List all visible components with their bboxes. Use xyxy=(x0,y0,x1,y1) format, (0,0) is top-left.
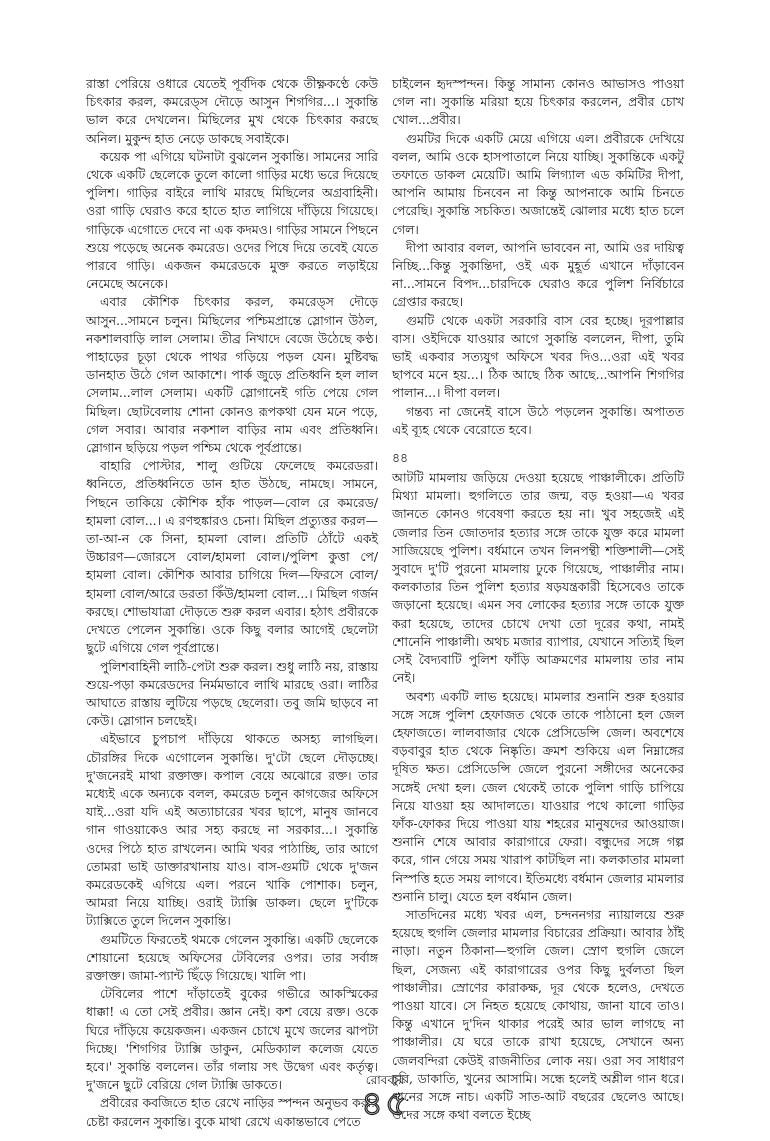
paragraph: কয়েক পা এগিয়ে ঘটনাটা বুঝলেন সুকান্তি। সামনের সারি থেকে একটি ছেলেকে তুলে কালো গাড়ির মধ্যে ভরে দিয়েছে পুলিশ। গাড়ির বাইরে লাথি মারছে মিছিলের অগ্রবাহিনী। ওরা গাড়ি ঘেরাও করে হাতে হাত লাগিয়ে দাঁড়িয়ে গিয়েছে। গাড়িকে এগোতে দেবে না এক কদমও। গাড়ির সামনে পিছনে শুয়ে পড়েছে অনেক কমরেড। ওদের পিষে দিয়ে তবেই যেতে পারবে গাড়ি। একজন কমরেডকে মুক্ত করতে লড়াইয়ে নেমেছে অনেকে। xyxy=(86,148,378,292)
page-number: ৪৫ xyxy=(360,1084,410,1124)
paragraph: এইভাবে চুপচাপ দাঁড়িয়ে থাকতে অসহ্য লাগছিল। চৌরঙ্গির দিকে এগোলেন সুকান্তি। দু'টো ছেলে দৌড়চ্ছে। দু'জনেরই মাথা রক্তাক্ত। কপাল বেয়ে অঝোরে রক্ত। তার মধ্যেই একে অন্যকে বলল, কমরেড চলুন কাগজের অফিসে যাই...ওরা যদি এই অত্যাচারের খবর ছাপে, মানুষ জানবে গান গাওয়াকেও আর সহ্য করছে না সরকার...। সুকান্তি ওদের পিঠে হাত রাখলেন। আমি খবর পাঠাচ্ছি, তার আগে তোমরা ভাই ডাক্তারখানায় যাও। বাস-গুমটি থেকে দু'জন কমরেডকেই এগিয়ে এল। পরনে খাকি পোশাক। চলুন, আমরা নিয়ে যাচ্ছি। ওরাই ট্যাক্সি ডাকল। ছেলে দু'টিকে ট্যাক্সিতে তুলে দিলেন সুকান্তি। xyxy=(86,731,378,929)
paragraph: গন্তব্য না জেনেই বাসে উঠে পড়লেন সুকান্তি। অপাতত এই ব্যূহ থেকে বেরোতে হবে। xyxy=(392,403,684,437)
paragraph: প্রবীরের কবজিতে হাত রেখে নাড়ির স্পন্দন অনুভব করার চেষ্টা করলেন সুকান্তি। বুকে মাথা রেখে একান্তভাবে পেতে xyxy=(86,1095,378,1129)
paragraph: দীপা আবার বলল, আপনি ভাববেন না, আমি ওর দায়িত্ব নিচ্ছি...কিন্তু সুকান্তিদা, ওই এক মুহূর্ত এখানে দাঁড়াবেন না...সামনে বিপদ...চারদিকে ঘেরাও করে পুলিশ নির্বিচারে গ্রেপ্তার করছে। xyxy=(392,239,684,310)
publication-name: রোববার xyxy=(365,1073,405,1087)
paragraph: আটটি মামলায় জড়িয়ে দেওয়া হয়েছে পাঞ্চালীকে। প্রতিটি মিথ্যা মামলা। হুগলিতে তার জন্ম, বড় হওয়া—এ খবর জানতে কোনও গবেষণা করতে হয় না। খুব সহজেই এই জেলার তিন জোতদার হত্যার সঙ্গে তাকে যুক্ত করে মামলা সাজিয়েছে পুলিশ। বর্ধমানে তখন লিনপন্থী শক্তিশালী—সেই সুবাদে দু'টি পুরনো মামলায় ঢুকে গিয়েছে, পাঞ্চালীর নাম। কলকাতার তিন পুলিশ হত্যার ষড়যন্ত্রকারী হিসেবেও তাকে জড়ানো হয়েছে। এমন সব লোকের হত্যার সঙ্গে তাকে যুক্ত করা হয়েছে, তাদের চোখে দেখা তো দূরের কথা, নামই শোনেনি পাঞ্চালী। অথচ মজার ব্যাপার, যেখানে সত্যিই ছিল সেই বৈদ্যবাটি পুলিশ ফাঁড়ি আক্রমণের মামলায় তার নাম নেই। xyxy=(392,470,684,686)
chapter-number: ৪৪ xyxy=(392,450,409,466)
paragraph: গুমটি থেকে একটা সরকারি বাস বের হচ্ছে। দূরপাল্লার বাস। ওইদিকে যাওয়ার আগে সুকান্তি বললেন, দীপা, তুমি ভাই একবার সত্যযুগ অফিসে খবর দিও...ওরা এই খবর ছাপবে মনে হয়...। ঠিক আছে ঠিক আছে...আপনি শিগগির পালান...। দীপা বলল। xyxy=(392,312,684,401)
right-column xyxy=(392,75,684,1124)
left-column xyxy=(86,75,378,1131)
paragraph: পুলিশবাহিনী লাঠি-পেটা শুরু করল। শুধু লাঠি নয়, রাস্তায় শুয়ে-পড়া কমরেডদের নির্মমভাবে লাথি মারছে ওরা। লাঠির আঘাতে রাস্তায় লুটিয়ে পড়ছে ছেলেরা। তবু জমি ছাড়বে না কেউ। স্লোগান চলছেই। xyxy=(86,658,378,729)
paragraph: গুমটির দিকে একটি মেয়ে এগিয়ে এল। প্রবীরকে দেখিয়ে বলল, আমি ওকে হাসপাতালে নিয়ে যাচ্ছি। সুকান্তিকে একটু তফাতে ডাকল মেয়েটি। আমি লিগ্যাল এড কমিটির দীপা, আপনি আমায় চিনবেন না কিন্তু আপনাকে আমি চিনতে পেরেছি। সুকান্তি সচকিত। অজান্তেই ঝোলার মধ্যে হাত চলে গেল। xyxy=(392,130,684,237)
paragraph: চাইলেন হৃদস্পন্দন। কিন্তু সামান্য কোনও আভাসও পাওয়া গেল না। সুকান্তি মরিয়া হয়ে চিৎকার করলেন, প্রবীর চোখ খোল...প্রবীর। xyxy=(392,76,684,128)
paragraph: এবার কৌশিক চিৎকার করল, কমরেড্স দৌড়ে আসুন...সামনে চলুন। মিছিলের পশ্চিমপ্রান্তে স্লোগান উঠল, নকশালবাড়ি লাল সেলাম। তীব্র নিখাদে বেজে উঠেছে কণ্ঠ। পাহাড়ের চূড়া থেকে পাথর গড়িয়ে পড়ল যেন। মুষ্টিবদ্ধ ডানহাত উঠে গেল আকাশে। পার্ক জুড়ে প্রতিধ্বনি হল লাল সেলাম...লাল সেলাম। একটি স্লোগানেই গতি পেয়ে গেল মিছিল। ছোটবেলায় শোনা কোনও রূপকথা যেন মনে পড়ে, গেল সবার। আবার নকশাল বাড়ির নাম এবং প্রতিধ্বনি। স্লোগান ছড়িয়ে পড়ল পশ্চিম থেকে পূর্বপ্রান্তে। xyxy=(86,294,378,456)
paragraph: টেবিলের পাশে দাঁড়াতেই বুকের গভীরে আকস্মিকের ধাক্কা! এ তো সেই প্রবীর। জ্ঞান নেই। কশ বেয়ে রক্ত। ওকে ঘিরে দাঁড়িয়ে কয়েকজন। একজন চোখে মুখে জলের ঝাপটা দিচ্ছে। 'শিগগির ট্যাক্সি ডাকুন, মেডিক্যাল কলেজ যেতে হবে।' সুকান্তি বললেন। তাঁর গলায় সৎ উদ্বেগ এবং কর্তৃত্ব। দু'জনে ছুটে বেরিয়ে গেল ট্যাক্সি ডাকতে। xyxy=(86,986,378,1093)
paragraph: অবশ্য একটি লাভ হয়েছে। মামলার শুনানি শুরু হওয়ার সঙ্গে সঙ্গে পুলিশ হেফাজত থেকে তাকে পাঠানো হল জেল হেফাজতে। লালবাজার থেকে প্রেসিডেন্সি জেল। অবশেষে বড়বাবুর হাত থেকে নিষ্কৃতি। ক্রমশ শুকিয়ে এল নিম্নাঙ্গের দূষিত ক্ষত। প্রেসিডেন্সি জেলে পুরনো সঙ্গীদের অনেকের সঙ্গেই দেখা হল। জেল থেকেই তাকে পুলিশ গাড়ি চাপিয়ে নিয়ে যাওয়া হয় আদালতে। যাওয়ার পথে কালো গাড়ির ফাঁক-ফোকর দিয়ে পাওয়া যায় শহরের মানুষদের আওয়াজ। শুনানি শেষে আবার কারাগারে ফেরা। বন্ধুদের সঙ্গে গল্প করে, গান গেয়ে সময় খারাপ কাটছিল না। কলকাতার মামলা নিস্পত্তি হতে সময় লাগবে। ইতিমধ্যে বর্ধমান জেলার মামলার শুনানি চালু। যেতে হল বর্ধমান জেল। xyxy=(392,688,684,904)
paragraph: রাস্তা পেরিয়ে ওধারে যেতেই পূর্বদিক থেকে তীক্ষ্ণকণ্ঠে কেউ চিৎকার করল, কমরেড্স দৌড়ে আসুন শিগগির...। সুকান্তি ভাল করে দেখলেন। মিছিলের মুখ থেকে চিৎকার করছে অনিল। মুকুন্দ হাত নেড়ে ডাকছে সবাইকে। xyxy=(86,76,378,146)
paragraph: বাহারি পোস্টার, শালু গুটিয়ে ফেলেছে কমরেডরা। ধ্বনিতে, প্রতিধ্বনিতে ডান হাত উঠছে, নামছে। সামনে, পিছনে তাকিয়ে কৌশিক হাঁক পাড়ল—বোল রে কমরেড/হামলা বোল...। এ রণহুঙ্কারও চেনা। মিছিল প্রত্যুত্তর করল—তা-আ-ন কে সিনা, হামলা বোল। প্রতিটি ঠোঁটে একই উচ্চারণ—জোরসে বোল/হামলা বোল।/পুলিশ কুত্তা পে/হামলা বোল। কৌশিক আবার চাগিয়ে দিল—ফিরসে বোল/হামলা বোল/আরে ডরতা কিঁউ/হামলা বোল...। মিছিল গর্জন করছে। শোভাযাত্রা দৌড়তে শুরু করল এবার। হঠাৎ প্রবীরকে দেখতে পেলেন সুকান্তি। ওকে কিছু বলার আগেই ছেলেটা ছুটে এগিয়ে গেল পূর্বপ্রান্তে। xyxy=(86,458,378,656)
paragraph: সাতদিনের মধ্যে খবর এল, চন্দননগর ন্যায়ালয়ে শুরু হয়েছে হুগলি জেলার মামলার বিচারের প্রক্রিয়া। আবার ঠাঁই নাড়া। নতুন ঠিকানা—হুগলি জেল। স্রোণ হুগলি জেলে ছিল, সেজন্য এই কারাগারের ওপর কিছু দুর্বলতা ছিল পাঞ্চালীর। স্রোণের কারাকক্ষ, দূর থেকে হলেও, দেখতে পাওয়া যাবে। সে নিহত হয়েছে কোথায়, জানা যাবে তাও। কিন্তু এখানে দু'দিন থাকার পরেই আর ভাল লাগছে না পাঞ্চালীর। যে ঘরে তাকে রাখা হয়েছে, সেখানে অন্য জেলবন্দিরা কেউই রাজনীতির লোক নয়। ওরা সব সাধারণ চুরি, ডাকাতি, খুনের আসামি। সন্ধে হলেই অশ্লীল গান ধরে। গানের সঙ্গে নাচ। একটি সাত-আট বছরের ছেলেও আছে। ওদের সঙ্গে কথা বলতে ইচ্ছে xyxy=(392,906,684,1123)
paragraph: গুমটিতে ফিরতেই থমকে গেলেন সুকান্তি। একটি ছেলেকে শোয়ানো হয়েছে অফিসের টেবিলের ওপর। তার সর্বাঙ্গ রক্তাক্ত। জামা-প্যান্ট ছিঁড়ে গিয়েছে। খালি পা। xyxy=(86,931,378,983)
